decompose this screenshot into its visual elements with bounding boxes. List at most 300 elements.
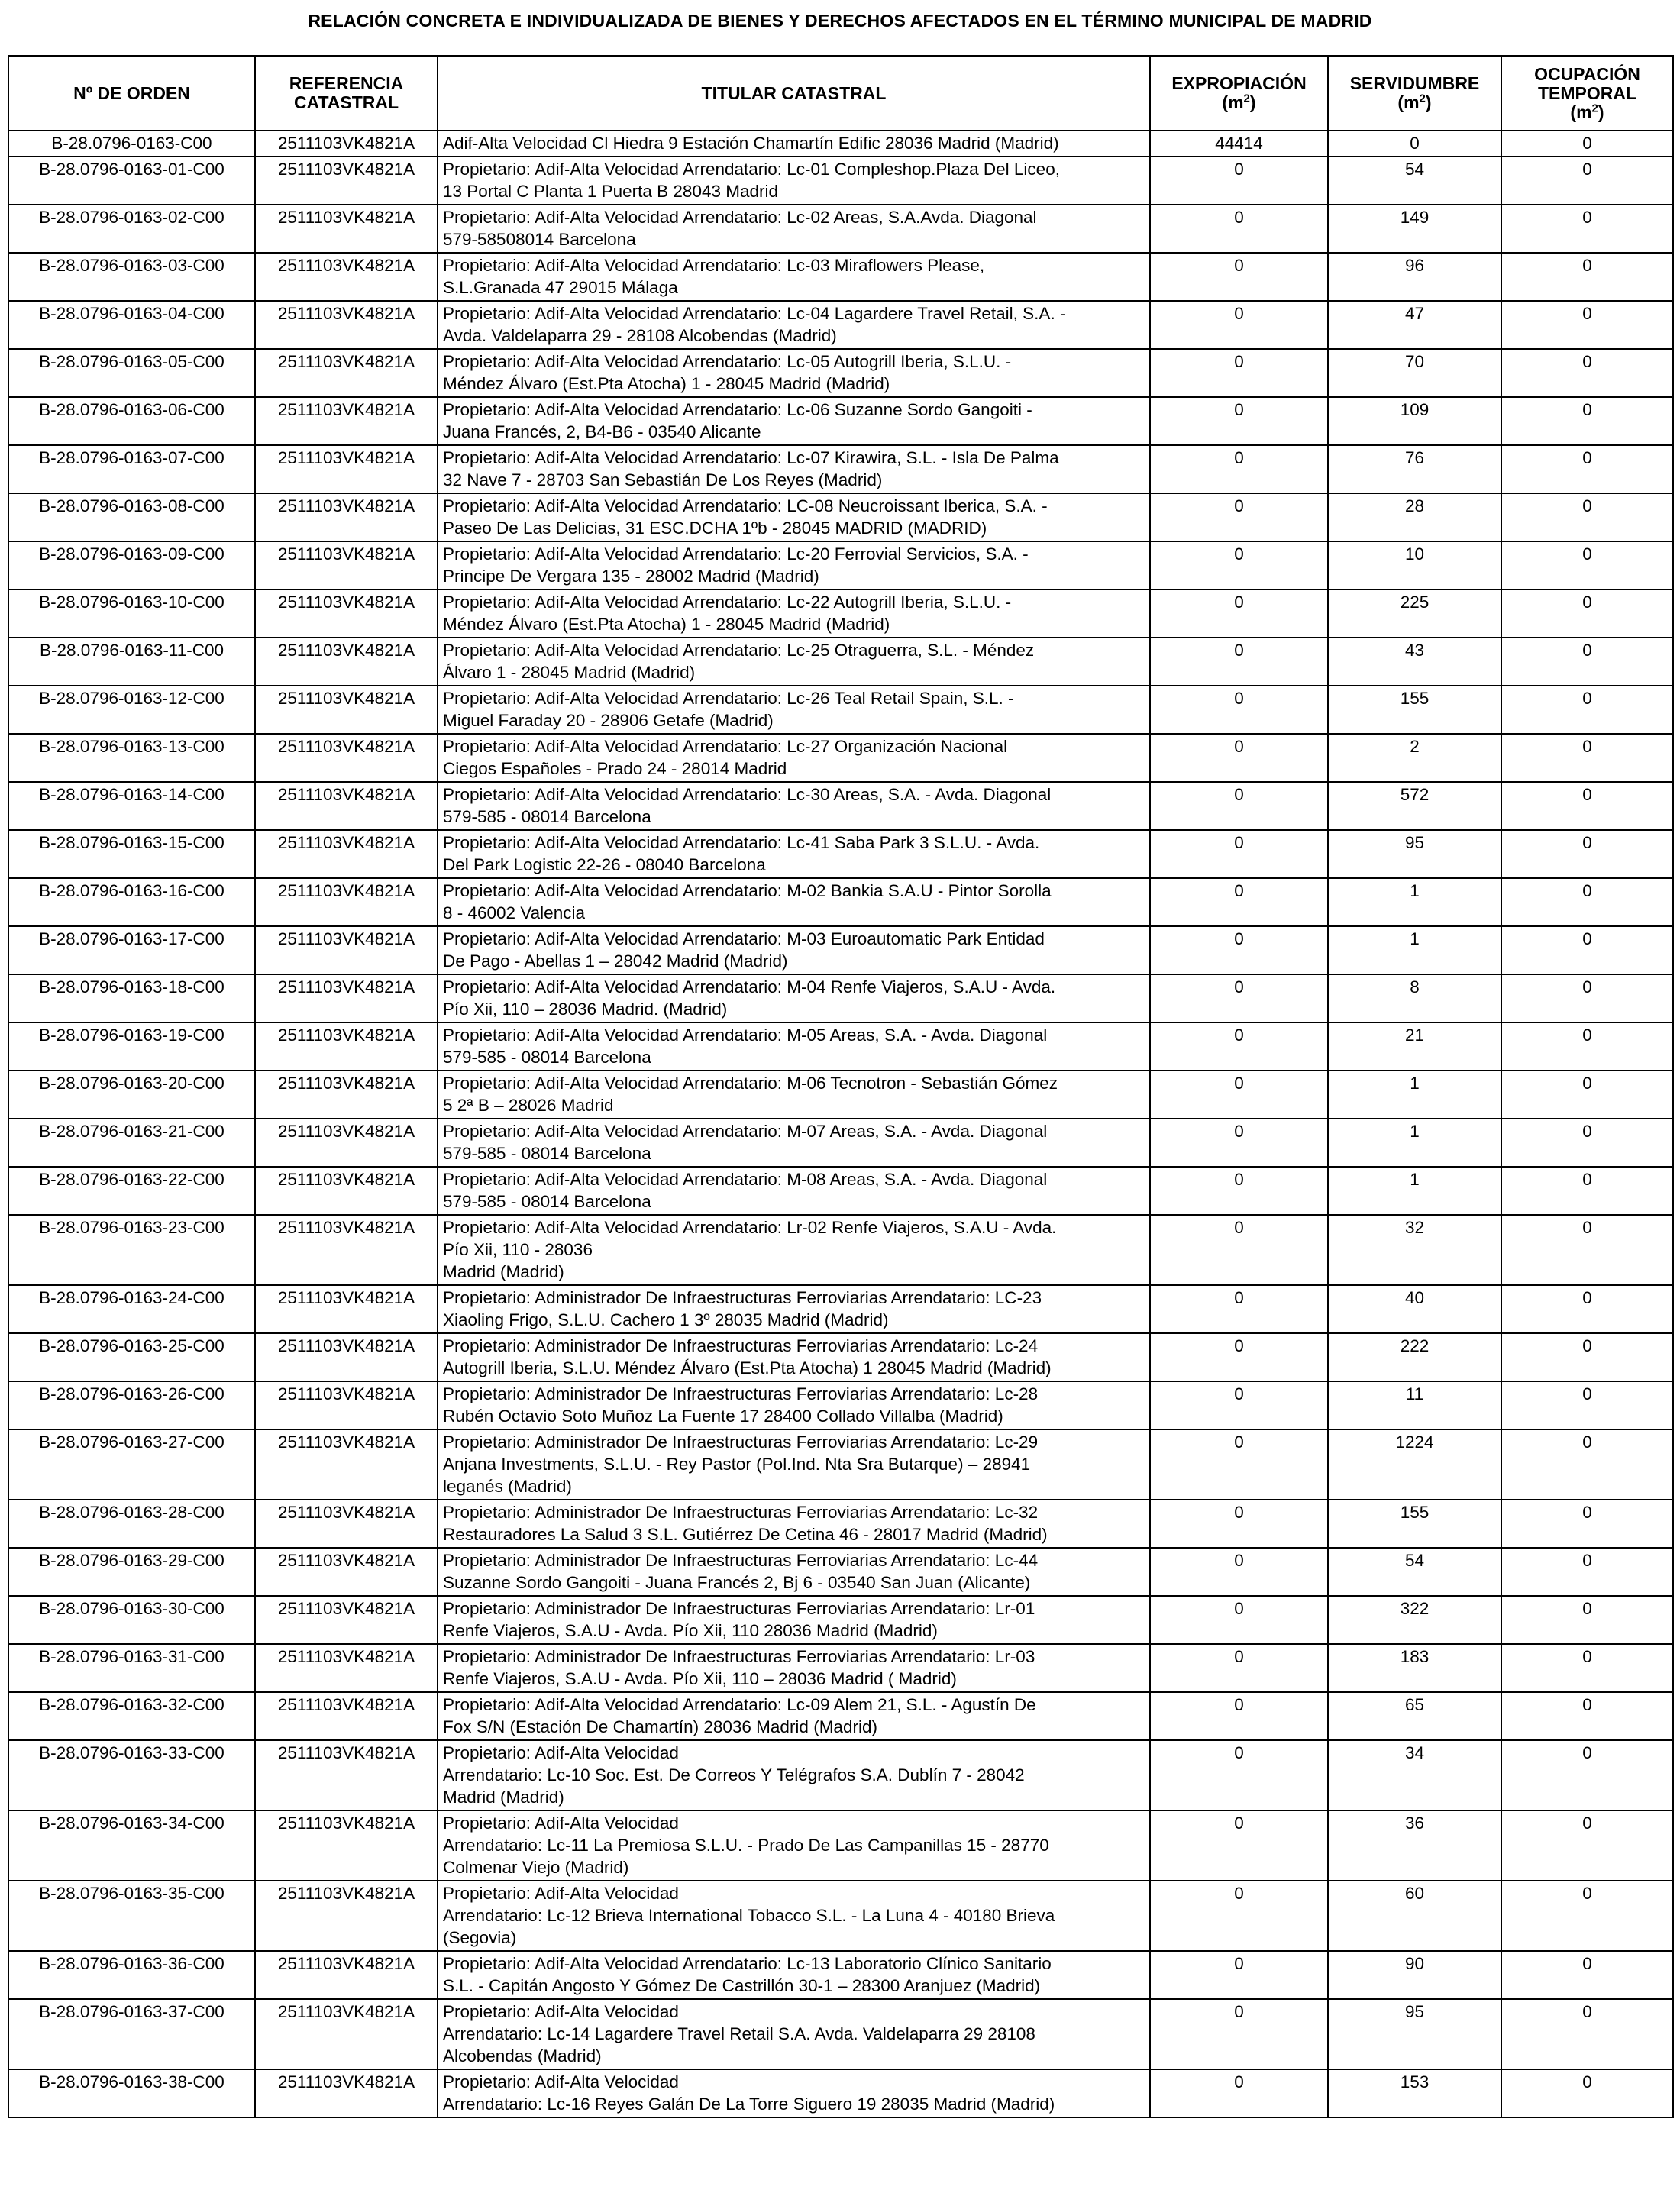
referencia-cell: 2511103VK4821A (255, 1215, 438, 1285)
titular-line: Propietario: Adif-Alta Velocidad Arrendatario: M-04 Renfe Viajeros, S.A.U - Avda. (443, 977, 1056, 996)
table-row (8, 1381, 1673, 1429)
expropiacion-cell: 0 (1150, 1810, 1328, 1881)
titular-line: Propietario: Adif-Alta Velocidad Arrendatario: M-03 Euroautomatic Park Entidad (443, 929, 1045, 948)
titular-line: Madrid (Madrid) (443, 1788, 564, 1807)
titular-line: 579-58508014 Barcelona (443, 230, 636, 249)
titular-line: Xiaoling Frigo, S.L.U. Cachero 1 3º 28035 Madrid (Madrid) (443, 1310, 889, 1329)
table-row (8, 205, 1673, 253)
expropiacion-cell: 0 (1150, 1022, 1328, 1071)
servidumbre-cell: 222 (1328, 1333, 1501, 1381)
expropiacion-cell: 0 (1150, 1429, 1328, 1500)
titular-line: Rubén Octavio Soto Muñoz La Fuente 17 28400 Collado Villalba (Madrid) (443, 1407, 1003, 1426)
servidumbre-cell: 149 (1328, 205, 1501, 253)
ocupacion-cell: 0 (1501, 157, 1673, 205)
referencia-cell: 2511103VK4821A (255, 878, 438, 926)
titular-line: 32 Nave 7 - 28703 San Sebastián De Los Reyes (Madrid) (443, 470, 883, 489)
table-row (8, 926, 1673, 974)
orden-cell: B-28.0796-0163-C00 (8, 131, 255, 157)
ocupacion-cell: 0 (1501, 131, 1673, 157)
ocupacion-cell: 0 (1501, 205, 1673, 253)
expropiacion-cell: 0 (1150, 445, 1328, 493)
referencia-cell: 2511103VK4821A (255, 1071, 438, 1119)
servidumbre-cell: 36 (1328, 1810, 1501, 1881)
table-header (8, 56, 1673, 131)
referencia-cell: 2511103VK4821A (255, 1951, 438, 1999)
servidumbre-cell: 21 (1328, 1022, 1501, 1071)
titular-line: Méndez Álvaro (Est.Pta Atocha) 1 - 28045 Madrid (Madrid) (443, 374, 890, 393)
table-row (8, 2069, 1673, 2117)
expropiacion-cell: 44414 (1150, 131, 1328, 157)
ocupacion-cell: 0 (1501, 974, 1673, 1022)
table-row (8, 1333, 1673, 1381)
orden-cell: B-28.0796-0163-36-C00 (8, 1951, 255, 1999)
servidumbre-cell: 47 (1328, 301, 1501, 349)
servidumbre-cell: 95 (1328, 830, 1501, 878)
servidumbre-cell: 54 (1328, 157, 1501, 205)
servidumbre-cell: 1 (1328, 878, 1501, 926)
titular-cell (438, 1951, 1150, 1999)
titular-line: Arrendatario: Lc-10 Soc. Est. De Correos Y Telégrafos S.A. Dublín 7 - 28042 (443, 1765, 1025, 1784)
orden-cell: B-28.0796-0163-37-C00 (8, 1999, 255, 2069)
table-row (8, 1740, 1673, 1810)
titular-cell (438, 2069, 1150, 2117)
orden-cell: B-28.0796-0163-31-C00 (8, 1644, 255, 1692)
titular-line: 579-585 - 08014 Barcelona (443, 1144, 651, 1163)
titular-line: S.L.Granada 47 29015 Málaga (443, 278, 678, 297)
referencia-cell: 2511103VK4821A (255, 1596, 438, 1644)
expropiacion-cell: 0 (1150, 1951, 1328, 1999)
table-row (8, 974, 1673, 1022)
referencia-cell: 2511103VK4821A (255, 541, 438, 589)
titular-cell (438, 638, 1150, 686)
servidumbre-cell: 155 (1328, 686, 1501, 734)
titular-line: Álvaro 1 - 28045 Madrid (Madrid) (443, 663, 696, 682)
referencia-cell: 2511103VK4821A (255, 974, 438, 1022)
orden-cell: B-28.0796-0163-29-C00 (8, 1548, 255, 1596)
orden-cell: B-28.0796-0163-18-C00 (8, 974, 255, 1022)
orden-cell: B-28.0796-0163-30-C00 (8, 1596, 255, 1644)
header-expropiacion: EXPROPIACIÓN $(m^2)$ (1150, 56, 1328, 131)
orden-cell: B-28.0796-0163-25-C00 (8, 1333, 255, 1381)
titular-line: Renfe Viajeros, S.A.U - Avda. Pío Xii, 110 28036 Madrid (Madrid) (443, 1621, 938, 1640)
servidumbre-cell: 1 (1328, 926, 1501, 974)
titular-line: Propietario: Adif-Alta Velocidad Arrendatario: Lc-13 Laboratorio Clínico Sanitario (443, 1954, 1052, 1973)
titular-line: Propietario: Administrador De Infraestructuras Ferroviarias Arrendatario: Lr-01 (443, 1599, 1035, 1618)
header-orden: Nº DE ORDEN (8, 56, 255, 131)
referencia-cell: 2511103VK4821A (255, 157, 438, 205)
ocupacion-cell: 0 (1501, 1429, 1673, 1500)
servidumbre-cell: 43 (1328, 638, 1501, 686)
orden-cell: B-28.0796-0163-02-C00 (8, 205, 255, 253)
orden-cell: B-28.0796-0163-32-C00 (8, 1692, 255, 1740)
table-row (8, 541, 1673, 589)
referencia-cell: 2511103VK4821A (255, 686, 438, 734)
ocupacion-cell: 0 (1501, 1881, 1673, 1951)
table-row (8, 157, 1673, 205)
referencia-cell: 2511103VK4821A (255, 445, 438, 493)
servidumbre-cell: 0 (1328, 131, 1501, 157)
titular-cell (438, 1548, 1150, 1596)
table-row (8, 1692, 1673, 1740)
expropiacion-cell: 0 (1150, 1167, 1328, 1215)
servidumbre-cell: 2 (1328, 734, 1501, 782)
titular-cell (438, 157, 1150, 205)
titular-line: Suzanne Sordo Gangoiti - Juana Francés 2, Bj 6 - 03540 San Juan (Alicante) (443, 1573, 1031, 1592)
servidumbre-cell: 70 (1328, 349, 1501, 397)
titular-cell (438, 686, 1150, 734)
orden-cell: B-28.0796-0163-20-C00 (8, 1071, 255, 1119)
expropiacion-cell: 0 (1150, 926, 1328, 974)
titular-line: Propietario: Adif-Alta Velocidad Arrendatario: Lc-27 Organización Nacional (443, 737, 1008, 756)
ocupacion-cell: 0 (1501, 589, 1673, 638)
titular-line: Propietario: Adif-Alta Velocidad Arrendatario: Lc-02 Areas, S.A.Avda. Diagonal (443, 208, 1037, 227)
titular-line: 579-585 - 08014 Barcelona (443, 1192, 651, 1211)
table-row (8, 1429, 1673, 1500)
ocupacion-cell: 0 (1501, 1381, 1673, 1429)
titular-cell (438, 253, 1150, 301)
expropiacion-cell: 0 (1150, 1740, 1328, 1810)
titular-cell (438, 1999, 1150, 2069)
titular-line: Restauradores La Salud 3 S.L. Gutiérrez De Cetina 46 - 28017 Madrid (Madrid) (443, 1525, 1048, 1544)
titular-line: Ciegos Españoles - Prado 24 - 28014 Madrid (443, 759, 787, 778)
table-row (8, 1548, 1673, 1596)
orden-cell: B-28.0796-0163-03-C00 (8, 253, 255, 301)
titular-cell (438, 1810, 1150, 1881)
expropiacion-cell: 0 (1150, 1596, 1328, 1644)
table-row (8, 782, 1673, 830)
orden-cell: B-28.0796-0163-24-C00 (8, 1285, 255, 1333)
orden-cell: B-28.0796-0163-08-C00 (8, 493, 255, 541)
orden-cell: B-28.0796-0163-22-C00 (8, 1167, 255, 1215)
expropiacion-cell: 0 (1150, 589, 1328, 638)
titular-line: (Segovia) (443, 1928, 517, 1947)
servidumbre-cell: 54 (1328, 1548, 1501, 1596)
referencia-cell: 2511103VK4821A (255, 397, 438, 445)
titular-line: Propietario: Adif-Alta Velocidad Arrendatario: Lc-20 Ferrovial Servicios, S.A. - (443, 544, 1029, 564)
titular-cell (438, 1381, 1150, 1429)
titular-line: 8 - 46002 Valencia (443, 903, 585, 922)
titular-cell (438, 782, 1150, 830)
referencia-cell: 2511103VK4821A (255, 830, 438, 878)
referencia-cell: 2511103VK4821A (255, 1119, 438, 1167)
table-row (8, 445, 1673, 493)
titular-line: 5 2ª B – 28026 Madrid (443, 1096, 614, 1115)
ocupacion-cell: 0 (1501, 686, 1673, 734)
titular-line: Propietario: Adif-Alta Velocidad Arrendatario: M-07 Areas, S.A. - Avda. Diagonal (443, 1122, 1048, 1141)
orden-cell: B-28.0796-0163-11-C00 (8, 638, 255, 686)
titular-line: Arrendatario: Lc-11 La Premiosa S.L.U. - Prado De Las Campanillas 15 - 28770 (443, 1836, 1049, 1855)
titular-line: De Pago - Abellas 1 – 28042 Madrid (Madrid) (443, 951, 788, 971)
titular-cell (438, 301, 1150, 349)
orden-cell: B-28.0796-0163-06-C00 (8, 397, 255, 445)
servidumbre-cell: 40 (1328, 1285, 1501, 1333)
titular-cell (438, 1071, 1150, 1119)
titular-cell (438, 445, 1150, 493)
table-row (8, 1022, 1673, 1071)
servidumbre-cell: 183 (1328, 1644, 1501, 1692)
expropiacion-cell: 0 (1150, 397, 1328, 445)
orden-cell: B-28.0796-0163-19-C00 (8, 1022, 255, 1071)
titular-line: Propietario: Administrador De Infraestructuras Ferroviarias Arrendatario: Lc-29 (443, 1432, 1039, 1452)
titular-cell (438, 1119, 1150, 1167)
expropiacion-cell: 0 (1150, 1333, 1328, 1381)
servidumbre-cell: 28 (1328, 493, 1501, 541)
titular-line: Propietario: Adif-Alta Velocidad Arrendatario: M-05 Areas, S.A. - Avda. Diagonal (443, 1025, 1048, 1045)
titular-line: 579-585 - 08014 Barcelona (443, 807, 651, 826)
header-referencia: REFERENCIA CATASTRAL (255, 56, 438, 131)
titular-line: Propietario: Adif-Alta Velocidad Arrendatario: Lc-01 Compleshop.Plaza Del Liceo, (443, 160, 1060, 179)
referencia-cell: 2511103VK4821A (255, 1999, 438, 2069)
titular-cell (438, 734, 1150, 782)
titular-line: Propietario: Administrador De Infraestructuras Ferroviarias Arrendatario: Lr-03 (443, 1647, 1035, 1666)
titular-line: Propietario: Adif-Alta Velocidad Arrendatario: Lc-06 Suzanne Sordo Gangoiti - (443, 400, 1032, 419)
referencia-cell: 2511103VK4821A (255, 926, 438, 974)
referencia-cell: 2511103VK4821A (255, 1740, 438, 1810)
ocupacion-cell: 0 (1501, 493, 1673, 541)
referencia-cell: 2511103VK4821A (255, 1548, 438, 1596)
titular-line: Propietario: Adif-Alta Velocidad Arrendatario: M-08 Areas, S.A. - Avda. Diagonal (443, 1170, 1048, 1189)
table-row (8, 1810, 1673, 1881)
ocupacion-cell: 0 (1501, 1022, 1673, 1071)
ocupacion-cell: 0 (1501, 734, 1673, 782)
ocupacion-cell: 0 (1501, 1119, 1673, 1167)
expropiacion-cell: 0 (1150, 493, 1328, 541)
titular-line: Miguel Faraday 20 - 28906 Getafe (Madrid) (443, 711, 774, 730)
servidumbre-cell: 1224 (1328, 1429, 1501, 1500)
orden-cell: B-28.0796-0163-12-C00 (8, 686, 255, 734)
orden-cell: B-28.0796-0163-09-C00 (8, 541, 255, 589)
orden-cell: B-28.0796-0163-04-C00 (8, 301, 255, 349)
titular-cell (438, 349, 1150, 397)
table-row (8, 1071, 1673, 1119)
expropiacion-cell: 0 (1150, 878, 1328, 926)
table-row (8, 1999, 1673, 2069)
referencia-cell: 2511103VK4821A (255, 589, 438, 638)
titular-line: Propietario: Adif-Alta Velocidad Arrendatario: Lr-02 Renfe Viajeros, S.A.U - Avda. (443, 1218, 1057, 1237)
titular-cell (438, 1740, 1150, 1810)
orden-cell: B-28.0796-0163-07-C00 (8, 445, 255, 493)
afectados-table (8, 55, 1674, 2118)
referencia-cell: 2511103VK4821A (255, 349, 438, 397)
ocupacion-cell: 0 (1501, 1692, 1673, 1740)
referencia-cell: 2511103VK4821A (255, 493, 438, 541)
servidumbre-cell: 10 (1328, 541, 1501, 589)
titular-line: Propietario: Adif-Alta Velocidad Arrendatario: Lc-41 Saba Park 3 S.L.U. - Avda. (443, 833, 1040, 852)
ocupacion-cell: 0 (1501, 1285, 1673, 1333)
table-row (8, 1881, 1673, 1951)
expropiacion-cell: 0 (1150, 1644, 1328, 1692)
servidumbre-cell: 1 (1328, 1167, 1501, 1215)
titular-line: Propietario: Adif-Alta Velocidad Arrendatario: Lc-22 Autogrill Iberia, S.L.U. - (443, 593, 1012, 612)
table-row (8, 734, 1673, 782)
expropiacion-cell: 0 (1150, 1999, 1328, 2069)
titular-line: Avda. Valdelaparra 29 - 28108 Alcobendas (Madrid) (443, 326, 837, 345)
orden-cell: B-28.0796-0163-13-C00 (8, 734, 255, 782)
titular-cell (438, 1881, 1150, 1951)
expropiacion-cell: 0 (1150, 1381, 1328, 1429)
table-row (8, 1285, 1673, 1333)
titular-cell (438, 589, 1150, 638)
titular-line: Méndez Álvaro (Est.Pta Atocha) 1 - 28045 Madrid (Madrid) (443, 615, 890, 634)
table-row (8, 1951, 1673, 1999)
expropiacion-cell: 0 (1150, 1881, 1328, 1951)
titular-line: Pío Xii, 110 - 28036 (443, 1240, 593, 1259)
referencia-cell: 2511103VK4821A (255, 131, 438, 157)
referencia-cell: 2511103VK4821A (255, 782, 438, 830)
expropiacion-cell: 0 (1150, 1119, 1328, 1167)
titular-cell (438, 1215, 1150, 1285)
table-row (8, 638, 1673, 686)
titular-line: Autogrill Iberia, S.L.U. Méndez Álvaro (Est.Pta Atocha) 1 28045 Madrid (Madrid) (443, 1358, 1052, 1377)
table-row (8, 1596, 1673, 1644)
titular-cell (438, 1167, 1150, 1215)
header-ocupacion: OCUPACIÓN TEMPORAL $(m^2)$ (1501, 56, 1673, 131)
titular-cell (438, 397, 1150, 445)
table-row (8, 1167, 1673, 1215)
expropiacion-cell: 0 (1150, 1548, 1328, 1596)
table-row (8, 878, 1673, 926)
table-row (8, 301, 1673, 349)
titular-line: Propietario: Adif-Alta Velocidad Arrendatario: Lc-04 Lagardere Travel Retail, S.A. - (443, 304, 1066, 323)
ocupacion-cell: 0 (1501, 1167, 1673, 1215)
table-row (8, 830, 1673, 878)
servidumbre-cell: 1 (1328, 1071, 1501, 1119)
titular-line: Fox S/N (Estación De Chamartín) 28036 Madrid (Madrid) (443, 1717, 877, 1736)
servidumbre-cell: 1 (1328, 1119, 1501, 1167)
titular-line: Propietario: Adif-Alta Velocidad Arrendatario: Lc-30 Areas, S.A. - Avda. Diagonal (443, 785, 1052, 804)
ocupacion-cell: 0 (1501, 445, 1673, 493)
header-servidumbre: SERVIDUMBRE $(m^2)$ (1328, 56, 1501, 131)
titular-line: Propietario: Adif-Alta Velocidad (443, 2002, 679, 2021)
servidumbre-cell: 90 (1328, 1951, 1501, 1999)
servidumbre-cell: 95 (1328, 1999, 1501, 2069)
page-title: RELACIÓN CONCRETA E INDIVIDUALIZADA DE BIENES Y DERECHOS AFECTADOS EN EL TÉRMINO MUNICIPAL DE MADRID (308, 11, 1372, 31)
table-row (8, 1644, 1673, 1692)
referencia-cell: 2511103VK4821A (255, 1167, 438, 1215)
expropiacion-cell: 0 (1150, 2069, 1328, 2117)
titular-cell (438, 974, 1150, 1022)
titular-line: Propietario: Adif-Alta Velocidad (443, 2072, 679, 2091)
titular-line: Propietario: Adif-Alta Velocidad Arrendatario: M-02 Bankia S.A.U - Pintor Sorolla (443, 881, 1052, 900)
titular-line: Del Park Logistic 22-26 - 08040 Barcelona (443, 855, 766, 874)
orden-cell: B-28.0796-0163-33-C00 (8, 1740, 255, 1810)
servidumbre-cell: 76 (1328, 445, 1501, 493)
servidumbre-cell: 572 (1328, 782, 1501, 830)
referencia-cell: 2511103VK4821A (255, 1285, 438, 1333)
titular-cell (438, 541, 1150, 589)
titular-line: Propietario: Administrador De Infraestructuras Ferroviarias Arrendatario: Lc-32 (443, 1503, 1039, 1522)
ocupacion-cell: 0 (1501, 2069, 1673, 2117)
titular-cell (438, 1429, 1150, 1500)
servidumbre-cell: 109 (1328, 397, 1501, 445)
referencia-cell: 2511103VK4821A (255, 2069, 438, 2117)
ocupacion-cell: 0 (1501, 1810, 1673, 1881)
expropiacion-cell: 0 (1150, 1215, 1328, 1285)
expropiacion-cell: 0 (1150, 301, 1328, 349)
table-row (8, 1215, 1673, 1285)
ocupacion-cell: 0 (1501, 349, 1673, 397)
titular-cell (438, 205, 1150, 253)
table-row (8, 253, 1673, 301)
ocupacion-cell: 0 (1501, 253, 1673, 301)
servidumbre-cell: 65 (1328, 1692, 1501, 1740)
titular-line: Colmenar Viejo (Madrid) (443, 1858, 629, 1877)
expropiacion-cell: 0 (1150, 1692, 1328, 1740)
ocupacion-cell: 0 (1501, 397, 1673, 445)
titular-cell (438, 878, 1150, 926)
referencia-cell: 2511103VK4821A (255, 734, 438, 782)
expropiacion-cell: 0 (1150, 157, 1328, 205)
ocupacion-cell: 0 (1501, 926, 1673, 974)
titular-line: Juana Francés, 2, B4-B6 - 03540 Alicante (443, 422, 761, 441)
ocupacion-cell: 0 (1501, 301, 1673, 349)
expropiacion-cell: 0 (1150, 830, 1328, 878)
titular-line: Adif-Alta Velocidad Cl Hiedra 9 Estación Chamartín Edific 28036 Madrid (Madrid) (443, 134, 1059, 153)
titular-line: Propietario: Administrador De Infraestructuras Ferroviarias Arrendatario: Lc-24 (443, 1336, 1039, 1355)
titular-line: Propietario: Administrador De Infraestructuras Ferroviarias Arrendatario: LC-23 (443, 1288, 1042, 1307)
titular-line: Propietario: Adif-Alta Velocidad Arrendatario: Lc-05 Autogrill Iberia, S.L.U. - (443, 352, 1012, 371)
titular-cell (438, 926, 1150, 974)
orden-cell: B-28.0796-0163-38-C00 (8, 2069, 255, 2117)
titular-line: Propietario: Adif-Alta Velocidad (443, 1743, 679, 1762)
titular-line: Anjana Investments, S.L.U. - Rey Pastor (Pol.Ind. Nta Sra Butarque) – 28941 (443, 1455, 1031, 1474)
titular-line: Alcobendas (Madrid) (443, 2046, 602, 2065)
referencia-cell: 2511103VK4821A (255, 301, 438, 349)
table-row (8, 1119, 1673, 1167)
referencia-cell: 2511103VK4821A (255, 1381, 438, 1429)
table-row (8, 589, 1673, 638)
referencia-cell: 2511103VK4821A (255, 1644, 438, 1692)
expropiacion-cell: 0 (1150, 541, 1328, 589)
titular-line: Propietario: Adif-Alta Velocidad Arrendatario: Lc-03 Miraflowers Please, (443, 256, 985, 275)
orden-cell: B-28.0796-0163-27-C00 (8, 1429, 255, 1500)
ocupacion-cell: 0 (1501, 1548, 1673, 1596)
titular-line: leganés (Madrid) (443, 1477, 572, 1496)
titular-line: Propietario: Adif-Alta Velocidad Arrendatario: Lc-25 Otraguerra, S.L. - Méndez (443, 641, 1035, 660)
orden-cell: B-28.0796-0163-15-C00 (8, 830, 255, 878)
referencia-cell: 2511103VK4821A (255, 205, 438, 253)
referencia-cell: 2511103VK4821A (255, 638, 438, 686)
titular-line: Pío Xii, 110 – 28036 Madrid. (Madrid) (443, 1000, 728, 1019)
expropiacion-cell: 0 (1150, 349, 1328, 397)
ocupacion-cell: 0 (1501, 638, 1673, 686)
referencia-cell: 2511103VK4821A (255, 1333, 438, 1381)
referencia-cell: 2511103VK4821A (255, 1692, 438, 1740)
expropiacion-cell: 0 (1150, 1285, 1328, 1333)
servidumbre-cell: 11 (1328, 1381, 1501, 1429)
titular-line: 13 Portal C Planta 1 Puerta B 28043 Madrid (443, 182, 779, 201)
servidumbre-cell: 8 (1328, 974, 1501, 1022)
titular-line: Arrendatario: Lc-12 Brieva International Tobacco S.L. - La Luna 4 - 40180 Brieva (443, 1906, 1055, 1925)
orden-cell: B-28.0796-0163-21-C00 (8, 1119, 255, 1167)
orden-cell: B-28.0796-0163-35-C00 (8, 1881, 255, 1951)
servidumbre-cell: 225 (1328, 589, 1501, 638)
orden-cell: B-28.0796-0163-17-C00 (8, 926, 255, 974)
servidumbre-cell: 155 (1328, 1500, 1501, 1548)
table-body (8, 131, 1673, 2117)
ocupacion-cell: 0 (1501, 1333, 1673, 1381)
ocupacion-cell: 0 (1501, 782, 1673, 830)
expropiacion-cell: 0 (1150, 686, 1328, 734)
table-row (8, 493, 1673, 541)
titular-line: Propietario: Adif-Alta Velocidad Arrendatario: Lc-07 Kirawira, S.L. - Isla De Palma (443, 448, 1059, 467)
table-row (8, 686, 1673, 734)
ocupacion-cell: 0 (1501, 1215, 1673, 1285)
ocupacion-cell: 0 (1501, 1071, 1673, 1119)
titular-cell (438, 1022, 1150, 1071)
titular-cell (438, 131, 1150, 157)
titular-line: S.L. - Capitán Angosto Y Gómez De Castrillón 30-1 – 28300 Aranjuez (Madrid) (443, 1976, 1041, 1995)
